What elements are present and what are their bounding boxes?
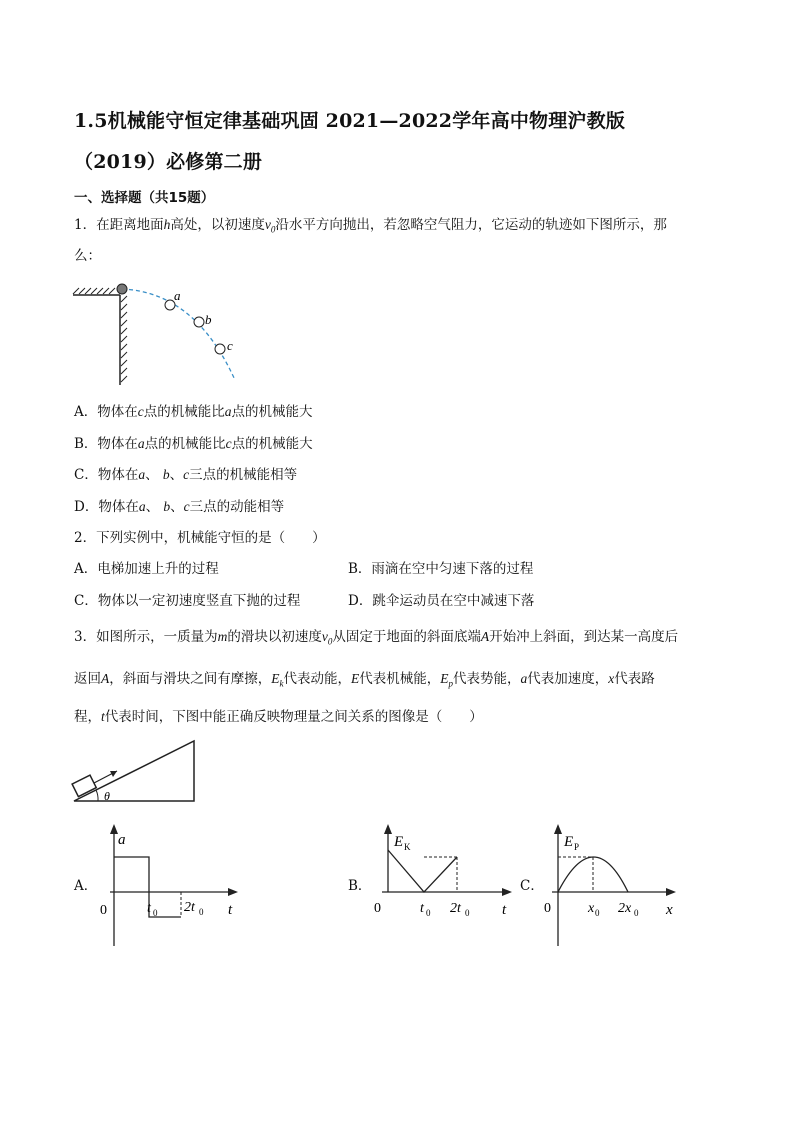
graph-a-t1-sub: 0 [199,907,204,917]
graph-c-ylabel: E [564,834,574,850]
graph-b-origin: 0 [374,901,381,916]
graph-c-ylabel-sub: P [574,842,580,852]
graph-a-t0-sub: 0 [153,908,158,918]
graph-b-ylabel: E [394,834,404,850]
ball-b [194,317,204,327]
q3-stem-line3: 程，t代表时间，下图中能正确反映物理量之间关系的图像是（ ） [74,709,483,725]
graph-b [368,822,518,922]
graph-a-ylabel: a [118,832,126,848]
graph-b-xlabel: t [502,902,507,918]
incline-triangle [74,741,194,801]
q3-stem-line2: 返回A，斜面与滑块之间有摩擦，$E_k$代表动能，E代表机械能，$E_p$代表势能，a代表加速度，x代表路 [74,671,655,689]
ball-start [117,284,127,294]
q2-option-d[interactable]: D．跳伞运动员在空中减速下落 [348,593,535,609]
graph-a-t0: t [147,901,151,916]
graph-c-x0: x [588,901,595,916]
title-line-2: （2019）必修第二册 [74,151,263,173]
graph-c-xlabel: x [666,902,673,918]
title-line-1: 1.5机械能守恒定律基础巩固 2021—2022学年高中物理沪教版 [74,110,626,132]
q1-option-c[interactable]: C．物体在a、 b、c三点的机械能相等 [74,467,298,483]
graph-b-curve [388,850,457,892]
label-b: b [205,312,212,327]
graph-c-x1-sub: 0 [634,908,639,918]
q1-stem-line2: 么： [74,248,101,264]
q1-option-a[interactable]: A．物体在c点的机械能比a点的机械能大 [74,404,313,420]
q1-option-b[interactable]: B．物体在a点的机械能比c点的机械能大 [74,436,313,452]
slider-block [72,775,96,796]
ball-c [215,344,225,354]
graph-a-xlabel: t [228,902,233,918]
q2-option-c[interactable]: C．物体以一定初速度竖直下抛的过程 [74,593,301,609]
q3-stem-line1: 3．如图所示，一质量为m的滑块以初速度$v_0$从固定于地面的斜面底端A开始冲上斜面，到达某一高度后 [74,629,679,647]
graph-a-t1: 2t [184,900,195,915]
graph-b-t0: t [420,901,424,916]
theta-label: θ [104,789,110,803]
q1-option-d[interactable]: D．物体在a、 b、c三点的动能相等 [74,499,285,515]
q2-stem: 2．下列实例中，机械能守恒的是（ ） [74,530,326,546]
incline-figure [70,738,200,806]
graph-b-ylabel-sub: K [404,842,411,852]
graph-b-t0-sub: 0 [426,908,431,918]
graph-a [92,822,242,948]
label-c: c [227,338,233,353]
graph-b-option-label[interactable]: B． [348,878,372,894]
graph-c-option-label[interactable]: C． [520,878,544,894]
graph-c [538,822,688,948]
graph-a-origin: 0 [100,903,107,918]
section-heading: 一、选择题（共15题） [74,190,215,206]
q2-option-b[interactable]: B．雨滴在空中匀速下落的过程 [348,561,534,577]
graph-a-option-label[interactable]: A． [74,878,98,894]
graph-c-x0-sub: 0 [595,908,600,918]
graph-b-t1-sub: 0 [465,908,470,918]
projectile-figure [70,280,250,390]
graph-c-origin: 0 [544,901,551,916]
q1-stem-line1: 1．在距离地面h高处，以初速度$v_0$沿水平方向抛出，若忽略空气阻力，它运动的轨迹如下图所示，那 [74,217,667,235]
label-a: a [174,288,181,303]
graph-b-t1: 2t [450,901,461,916]
q2-option-a[interactable]: A．电梯加速上升的过程 [74,561,219,577]
graph-c-x1: 2x [618,901,632,916]
